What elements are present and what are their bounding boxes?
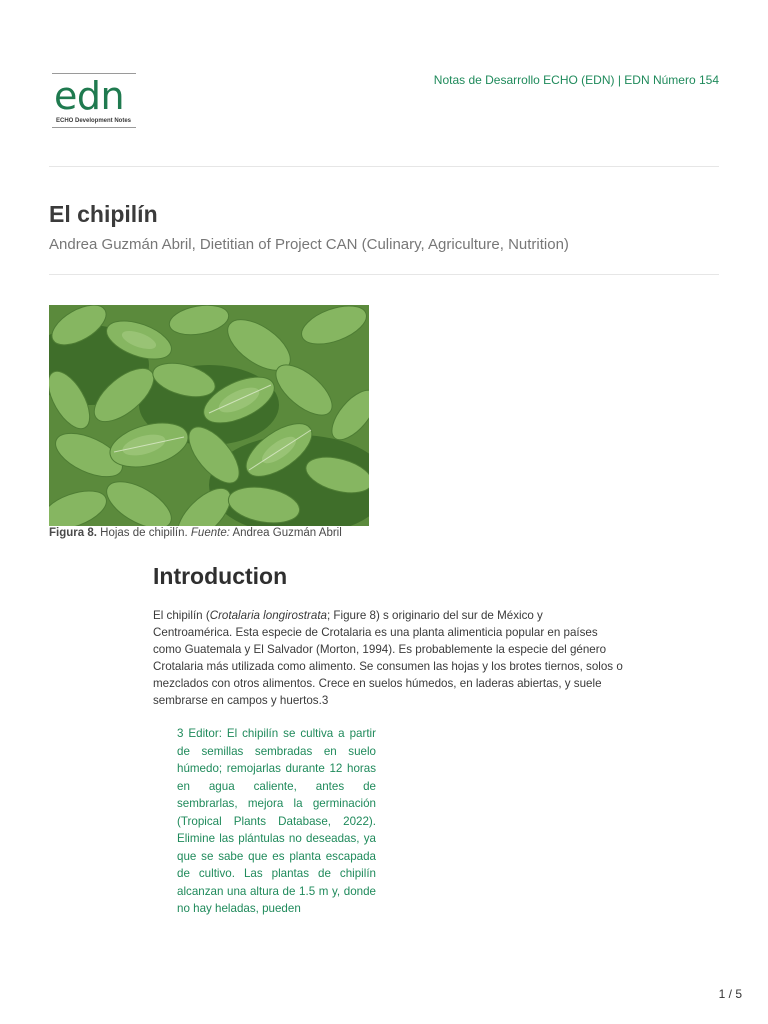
chipilin-leaves-photo [49,305,369,526]
editor-footnote: 3 Editor: El chipilín se cultiva a partir de semillas sembradas en suelo húmedo; remojarlas durante 12 horas en agua caliente, antes de sembrarlas, mejora la germinación (Tropical Plants Database, 2022). Elimine las plántulas no deseadas, ya que se sabe que es planta escapada de cultivo. Las plantas de chipilín alcanzan una altura de 1.5 m y, donde no hay heladas, pueden [177,727,376,915]
page-indicator: 1 / 5 [718,987,742,1001]
figure-label: Figura 8. [49,527,97,539]
intro-text-after: ; Figure 8) s originario del sur de México y Centroamérica. Esta especie de Crotalaria es una planta alimenticia popular en países como Guatemala y El Salvador (Morton, 1994). Es probablemente la especie del género Crotalaria más utilizada como alimento. Se consumen las hojas y los brotes tiernos, solos o mezclados con otros alimentos. Crece en suelos húmedos, en laderas abiertas, y suele sembrarse en campos y huertos.3 [153,609,623,707]
species-name: Crotalaria longirostrata [209,609,327,622]
article-author: Andrea Guzmán Abril, Dietitian of Project CAN (Culinary, Agriculture, Nutrition) [49,236,569,253]
edn-logo [52,73,136,129]
logo-bottom-rule [52,127,136,128]
introduction-paragraph [153,607,623,709]
figure-source-label: Fuente: [190,527,230,539]
introduction-heading: Introduction [153,563,288,589]
header-divider [49,166,719,167]
intro-text-before: El chipilín ( [153,609,210,622]
figure-caption [49,527,342,539]
logo-wordmark: edn [54,74,125,118]
figure-text: Hojas de chipilín. [96,527,191,539]
logo-tagline: ECHO Development Notes [56,118,132,124]
article-title: El chipilín [49,201,158,227]
issue-line: Notas de Desarrollo ECHO (EDN) | EDN Número 154 [433,73,719,87]
figure-source: Andrea Guzmán Abril [229,527,342,539]
title-divider [49,274,719,275]
